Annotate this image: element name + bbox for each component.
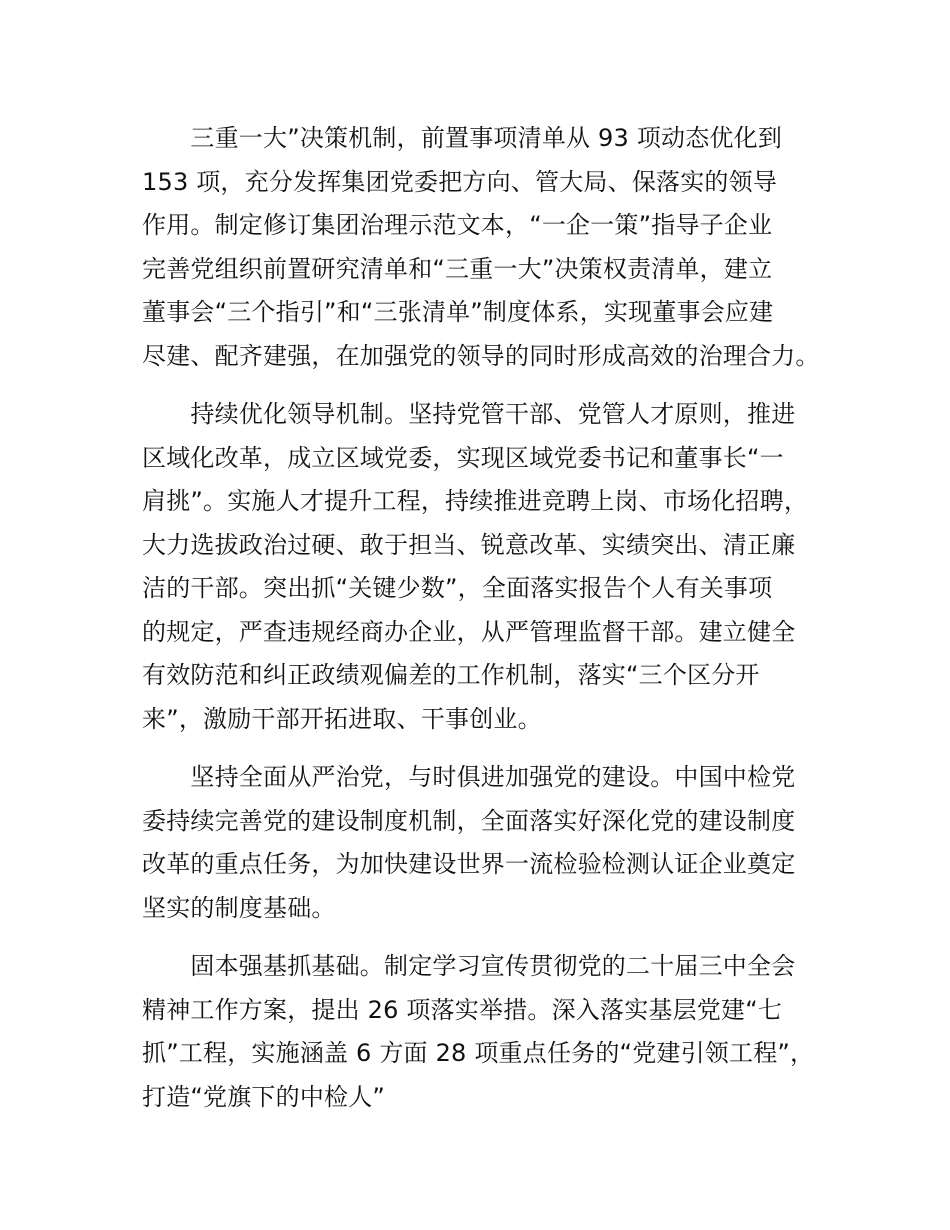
text-line: 的规定，严查违规经商办企业，从严管理监督干部。建立健全 — [142, 617, 796, 646]
text-line: 完善党组织前置研究清单和“三重一大”决策权责清单，建立 — [142, 254, 773, 283]
document-body — [142, 117, 842, 1134]
text-line: 坚实的制度基础。 — [142, 893, 336, 922]
text-line: 肩挑”。实施人才提升工程，持续推进竞聘上岗、市场化招聘， — [142, 487, 809, 515]
paragraph-party-building — [142, 756, 842, 930]
text-line: 有效防范和纠正政绩观偏差的工作机制，落实“三个区分开 — [142, 661, 760, 689]
text-line: 董事会“三个指引”和“三张清单”制度体系，实现董事会应建 — [142, 298, 774, 326]
text-line: 打造“党旗下的中检人” — [142, 1082, 386, 1111]
text-line: 作用。制定修订集团治理示范文本，“一企一策”指导子企业 — [142, 211, 773, 239]
text-line: 持续优化领导机制。坚持党管干部、党管人才原则，推进 — [142, 400, 796, 428]
text-line: 来”，激励干部开拓进取、干事创业。 — [142, 704, 542, 733]
paragraph-leadership-mechanism — [142, 393, 842, 741]
text-line: 153 项，充分发挥集团党委把方向、管大局、保落实的领导 — [142, 167, 778, 196]
text-line: 三重一大”决策机制，前置事项清单从 93 项动态优化到 — [142, 124, 783, 152]
text-line: 改革的重点任务，为加快建设世界一流检验检测认证企业奠定 — [142, 850, 796, 878]
text-line: 大力选拔政治过硬、敢于担当、锐意改革、实绩突出、清正廉 — [142, 530, 796, 559]
text-line: 抓”工程，实施涵盖 6 方面 28 项重点任务的“党建引领工程”， — [142, 1039, 815, 1067]
text-line: 洁的干部。突出抓“关键少数”，全面落实报告个人有关事项 — [142, 574, 773, 602]
text-line: 区域化改革，成立区域党委，实现区域党委书记和董事长“一 — [142, 443, 784, 472]
paragraph-decision-mechanism — [142, 117, 842, 378]
paragraph-foundation — [142, 945, 842, 1119]
text-line: 坚持全面从严治党，与时俱进加强党的建设。中国中检党 — [142, 763, 796, 791]
text-line: 尽建、配齐建强，在加强党的领导的同时形成高效的治理合力。 — [142, 341, 820, 370]
text-line: 委持续完善党的建设制度机制，全面落实好深化党的建设制度 — [142, 806, 796, 835]
text-line: 固本强基抓基础。制定学习宣传贯彻党的二十届三中全会 — [142, 952, 796, 980]
text-line: 精神工作方案，提出 26 项落实举措。深入落实基层党建“七 — [142, 995, 783, 1024]
